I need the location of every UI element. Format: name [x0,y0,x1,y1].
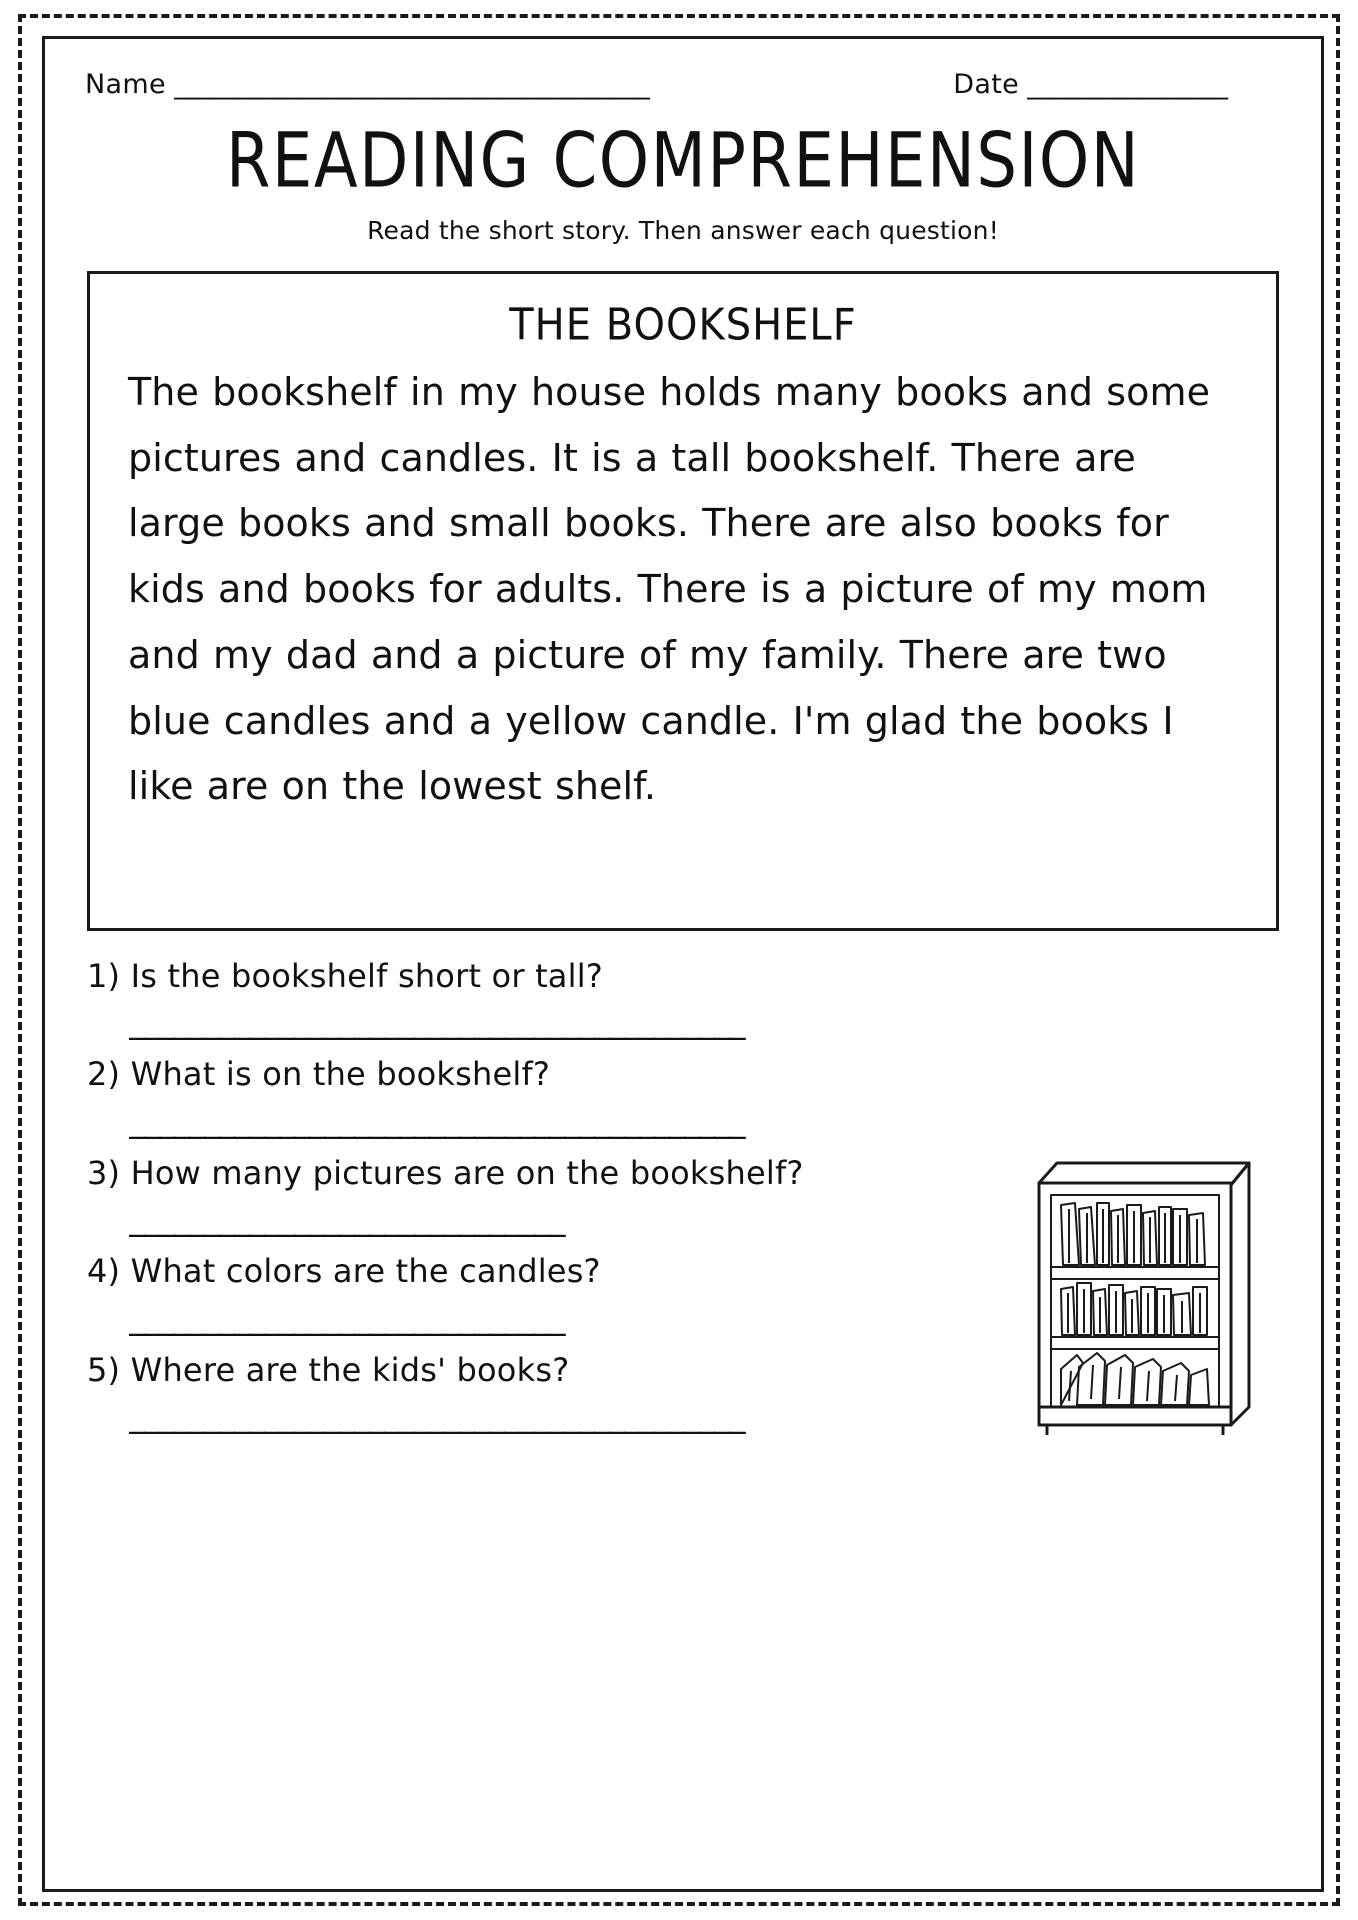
worksheet-page-border [18,14,1340,1906]
date-input-line[interactable]: ________________ [1027,69,1227,100]
answer-line[interactable]: _____________________________ [129,1296,564,1336]
name-input-line[interactable]: ______________________________________ [173,69,649,100]
question-item [87,1055,1283,1143]
question-text: 2) What is on the bookshelf? [87,1055,551,1094]
answer-line[interactable]: _________________________________________ [129,1099,744,1139]
question-text: 4) What colors are the candles? [87,1252,601,1291]
answer-line[interactable]: _________________________________________ [129,1394,744,1434]
story-title: THE BOOKSHELF [509,300,857,351]
question-text: 5) Where are the kids' books? [87,1350,570,1389]
answer-line[interactable]: _________________________________________ [129,1001,744,1041]
question-text: 3) How many pictures are on the bookshelf? [87,1153,804,1192]
date-label: Date [953,69,1019,100]
name-field-group[interactable] [85,69,774,100]
question-item [87,957,1283,1045]
bookshelf-illustration [1017,1139,1267,1439]
date-field-group[interactable] [953,69,1285,100]
question-text: 1) Is the bookshelf short or tall? [87,957,603,995]
answer-line[interactable]: _____________________________ [129,1198,564,1238]
page-subtitle: Read the short story. Then answer each question! [367,216,999,245]
name-label: Name [85,69,166,100]
story-box [87,271,1279,931]
story-body: The bookshelf in my house holds many books and some pictures and candles. It is a tall bookshelf. There are large books and small books. There are also books for kids and books for adults. There is a picture of my mom and my dad and a picture of my family. There are two blue candles and a yellow candle. I'm glad the books I like are on the lowest shelf. [128,370,1211,809]
page-title: READING COMPREHENSION [225,118,1141,206]
questions-list [87,957,1283,1439]
worksheet-sheet [42,36,1324,1892]
name-date-row [85,69,1285,100]
